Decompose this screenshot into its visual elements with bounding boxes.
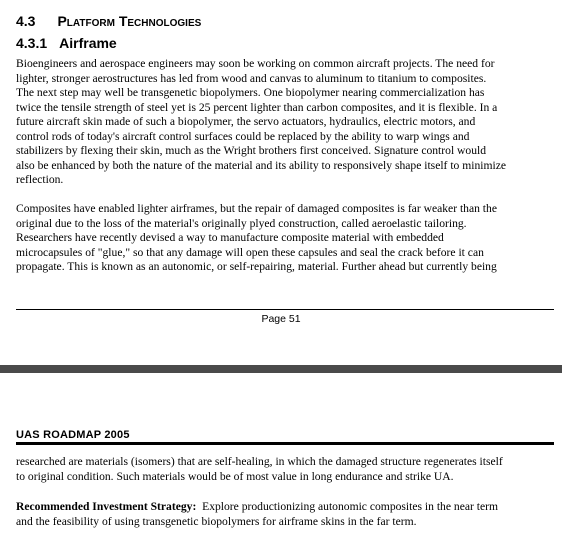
text-line: propagate. This is known as an autonomic, or self-repairing, material. Further ahead but currently being	[16, 260, 497, 273]
subsection-heading	[16, 35, 117, 51]
airframe-paragraph-1	[16, 57, 506, 188]
text-line: microcapsules of "glue," so that any damage will open these capsules and seal the crack before it can	[16, 245, 484, 259]
text-line: Researchers have recently devised a way to manufacture composite material with embedded	[16, 231, 444, 244]
section-heading	[16, 13, 201, 29]
text-line: control rods of today's aircraft control surfaces could be replaced by the ability to warp wings and	[16, 129, 470, 143]
footer-rule	[16, 309, 554, 310]
text-line: to original condition. Such materials would be of most value in long endurance and strike UA.	[16, 469, 454, 483]
text-line: also be enhanced by both the nature of the material and its ability to responsively shape itself to minimize	[16, 158, 507, 172]
page-separator	[0, 365, 562, 373]
text-line: The next step may well be transgenetic biopolymers. One biopolymer nearing commercialization has	[16, 86, 485, 99]
header-rule	[16, 442, 554, 445]
text-line: Composites have enabled lighter airframes, but the repair of damaged composites is far weaker than the	[16, 202, 497, 215]
recommendation-label: Recommended Investment Strategy:	[16, 500, 197, 513]
text-line: reflection.	[16, 173, 64, 186]
recommendation-paragraph	[16, 500, 498, 529]
text-line: Bioengineers and aerospace engineers may soon be working on common aircraft projects. The need for	[16, 57, 495, 70]
airframe-paragraph-2	[16, 202, 497, 275]
continued-paragraph	[16, 455, 503, 484]
text-line: original due to the loss of the material's originally plyed construction, called aeroelastic tailoring.	[16, 216, 467, 230]
running-header: UAS ROADMAP 2005	[16, 429, 130, 441]
subsection-number: 4.3.1	[16, 35, 48, 51]
section-title: Platform Technologies	[57, 13, 202, 29]
text-line	[16, 500, 498, 515]
page-number: Page 51	[261, 313, 301, 325]
text-line: lighter, stronger aerostructures has led from wood and canvas to aluminum to titanium to composites.	[16, 71, 487, 85]
text-line: researched are materials (isomers) that are self-healing, in which the damaged structure regenerates itself	[16, 455, 503, 468]
text-line: and the feasibility of using transgenetic biopolymers for airframe skins in the far term.	[16, 514, 417, 528]
text-line: twice the tensile strength of steel yet is 25 percent lighter than carbon composites, and it is flexible. In a	[16, 100, 498, 114]
text-line: stabilizers by flexing their skin, much as the Wright brothers first conceived. Signature control would	[16, 144, 487, 157]
section-number: 4.3	[16, 13, 36, 29]
recommendation-text: Explore productionizing autonomic composites in the near term	[196, 500, 498, 513]
text-line: future aircraft skin made of such a biopolymer, the servo actuators, hydraulics, electric motors, and	[16, 115, 476, 128]
subsection-title: Airframe	[59, 35, 117, 51]
